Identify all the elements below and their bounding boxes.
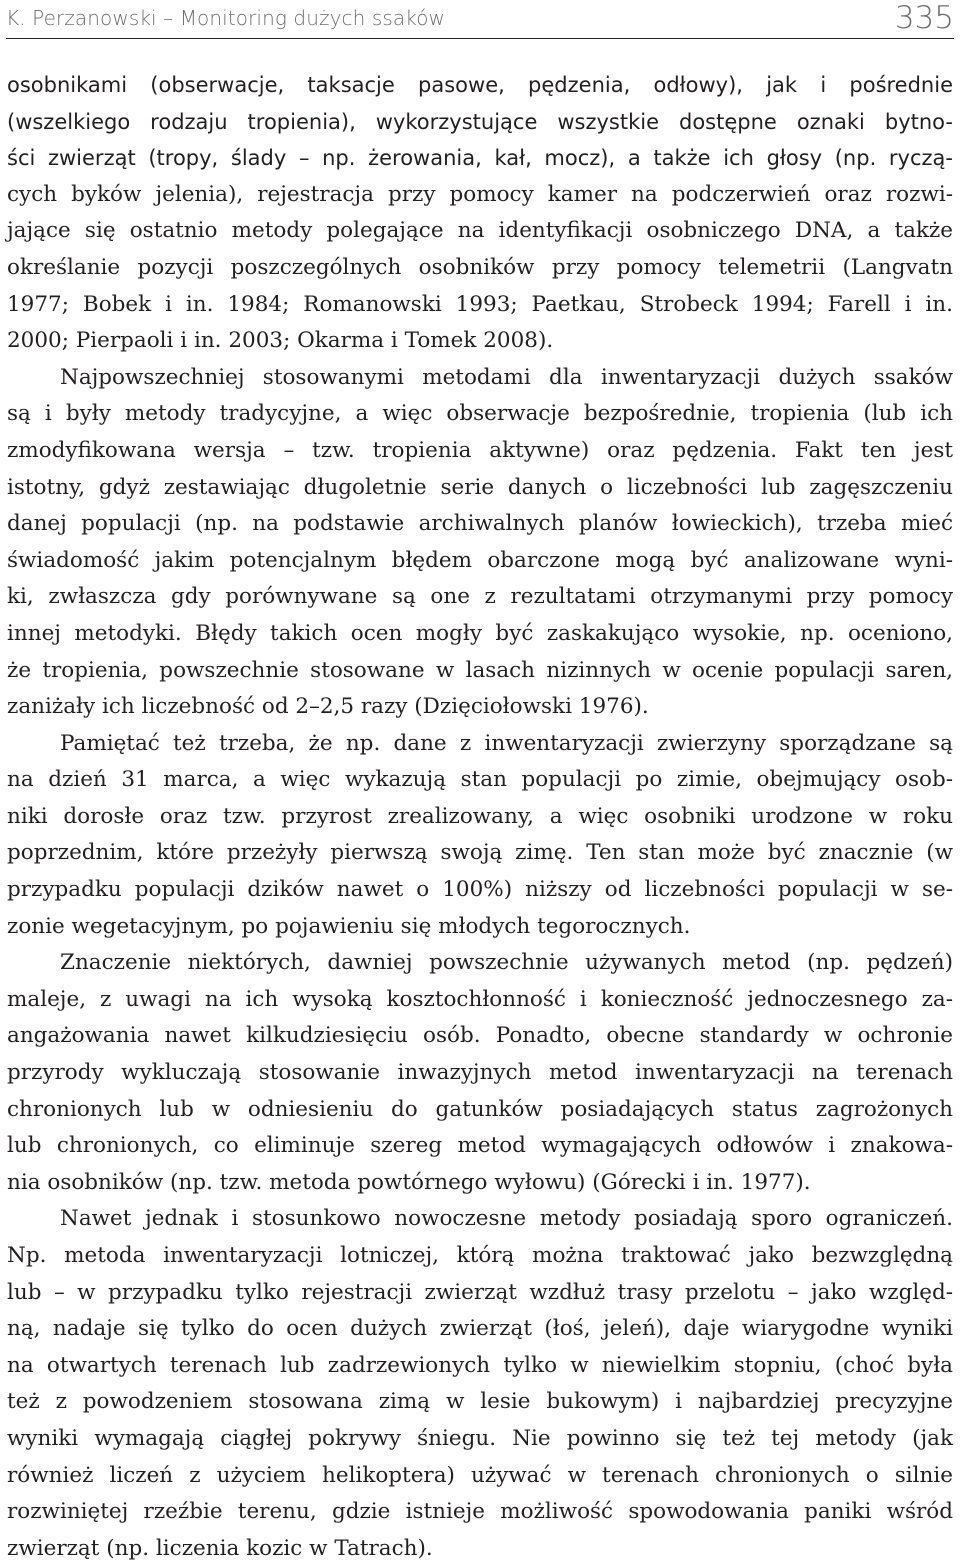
paragraph [7,1201,953,1567]
text-line: wyniki wymagają ciągłej pokrywy śniegu. Nie powinno się też tej metody (jak [7,1425,953,1451]
text-line: na dzień 31 marca, a więc wykazują stan populacji po zimie, obejmujący osob- [7,767,953,793]
text-line: że tropienia, powszechnie stosowane w lasach nizinnych w ocenie populacji saren, [7,657,953,683]
text-line: zwierząt (np. liczenia kozic w Tatrach). [7,1535,433,1561]
text-line: Pamiętać też trzeba, że np. dane z inwentaryzacji zwierzyny sporządzane są [60,730,953,756]
paragraph [7,945,953,1201]
text-line: ną, nadaje się tylko do ocen dużych zwierząt (łoś, jeleń), daje wiarygodne wyniki [7,1316,953,1342]
running-head-title: K. Perzanowski – Monitoring dużych ssaków [6,6,446,30]
text-line: zonie wegetacyjnym, po pojawieniu się młodych tegorocznych. [7,913,691,939]
text-line: innej metodyki. Błędy takich ocen mogły być zaskakująco wysokie, np. oceniono, [7,620,953,646]
paragraph [7,67,953,360]
text-line: poprzednim, które przeżyły pierwszą swoją zimę. Ten stan może być znacznie (w [7,840,953,866]
text-line: niki dorosłe oraz tzw. przyrost zrealizowany, a więc osobniki urodzone w roku [7,803,953,829]
text-line: ki, zwłaszcza gdy porównywane są one z rezultatami otrzymanymi przy pomocy [7,584,953,610]
text-line: przypadku populacji dzików nawet o 100%) niższy od liczebności populacji w se- [7,877,953,903]
text-line: przyrody wykluczają stosowanie inwazyjnych metod inwentaryzacji na terenach [7,1060,953,1086]
text-line: też z powodzeniem stosowana zimą w lesie bukowym) i najbardziej precyzyjne [7,1389,953,1415]
page-number: 335 [894,0,954,36]
text-line: Znaczenie niektórych, dawniej powszechnie używanych metod (np. pędzeń) [60,950,953,976]
text-line: na otwartych terenach lub zadrzewionych tylko w niewielkim stopniu, (choć była [7,1352,953,1378]
text-line: nia osobników (np. tzw. metoda powtórnego wyłowu) (Górecki i in. 1977). [7,1169,811,1195]
text-line: Nawet jednak i stosunkowo nowoczesne metody posiadają sporo ograniczeń. [60,1206,953,1232]
text-line: (wszelkiego rodzaju tropienia), wykorzystujące wszystkie dostępne oznaki bytno- [7,109,953,134]
text-line: świadomość jakim potencjalnym błędem obarczone mogą być analizowane wyni- [7,547,953,573]
text-line: lub chronionych, co eliminuje szereg metod wymagających odłowów i znakowa- [7,1133,953,1159]
text-line: 2000; Pierpaoli i in. 2003; Okarma i Tomek 2008). [7,328,554,354]
running-header [6,0,954,39]
body-text [7,67,953,1567]
text-line: chronionych lub w odniesieniu do gatunków posiadających status zagrożonych [7,1096,953,1122]
text-line: rozwiniętej rzeźbie terenu, gdzie istnieje możliwość spowodowania paniki wśród [7,1499,953,1525]
text-line: danej populacji (np. na podstawie archiwalnych planów łowieckich), trzeba mieć [7,511,953,537]
text-line: 1977; Bobek i in. 1984; Romanowski 1993; Paetkau, Strobeck 1994; Farell i in. [7,291,953,317]
paragraph [7,360,953,726]
text-line: Np. metoda inwentaryzacji lotniczej, którą można traktować jako bezwzględną [7,1243,953,1268]
text-line: ści zwierząt (tropy, ślady – np. żerowania, kał, mocz), a także ich głosy (np. ryczą- [7,146,953,171]
text-line: zaniżały ich liczebność od 2–2,5 razy (Dzięciołowski 1976). [7,694,649,720]
text-line: maleje, z uwagi na ich wysoką kosztochłonność i konieczność jednoczesnego za- [7,986,953,1012]
text-line: osobnikami (obserwacje, taksacje pasowe, pędzenia, odłowy), jak i pośrednie [7,73,953,97]
text-line: zmodyfikowana wersja – tzw. tropienia aktywne) oraz pędzenia. Fakt ten jest [7,437,953,463]
text-line: określanie pozycji poszczególnych osobników przy pomocy telemetrii (Langvatn [7,254,953,280]
text-line: istotny, gdyż zestawiając długoletnie serie danych o liczebności lub zagęszczeniu [7,474,953,500]
text-line: również liczeń z użyciem helikoptera) używać w terenach chronionych o silnie [7,1462,953,1488]
text-line: są i były metody tradycyjne, a więc obserwacje bezpośrednie, tropienia (lub ich [7,401,953,427]
text-line: Najpowszechniej stosowanymi metodami dla inwentaryzacji dużych ssaków [60,364,953,390]
text-line: lub – w przypadku tylko rejestracji zwierząt wzdłuż trasy przelotu – jako względ- [7,1279,953,1305]
text-line: jające się ostatnio metody polegające na identyfikacji osobniczego DNA, a także [7,218,953,244]
text-line: angażowania nawet kilkudziesięciu osób. Ponadto, obecne standardy w ochronie [7,1023,953,1049]
paragraph [7,726,953,946]
text-line: cych byków jelenia), rejestracja przy pomocy kamer na podczerwień oraz rozwi- [7,181,953,207]
